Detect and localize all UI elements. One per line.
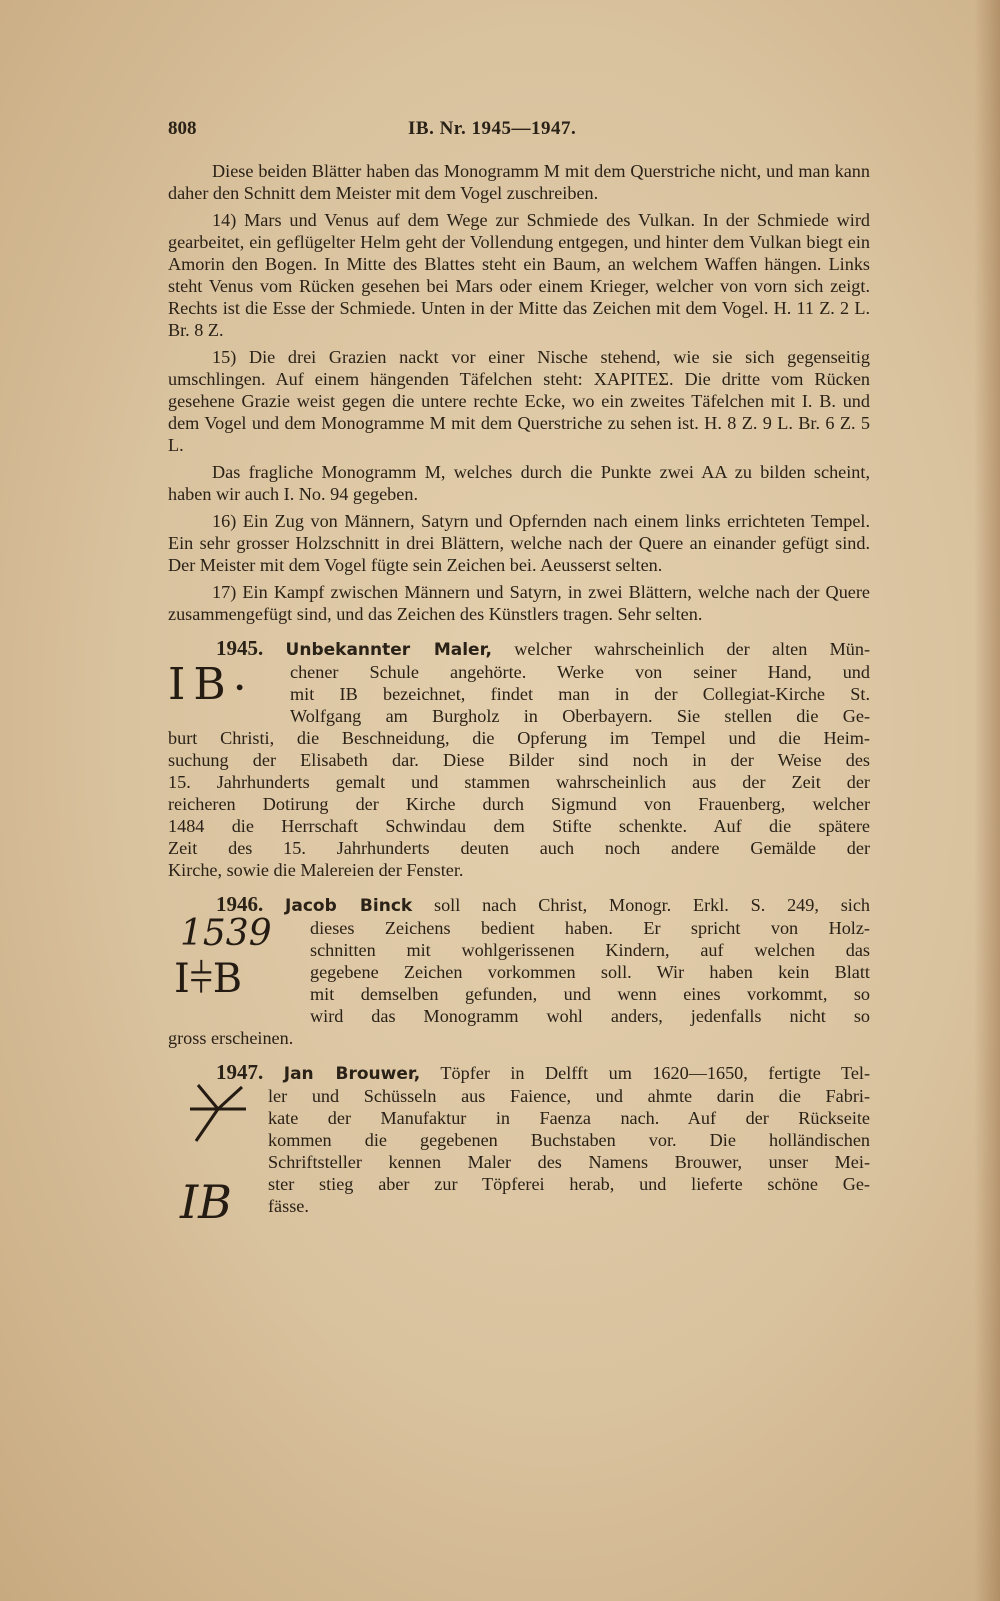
entry-line: wird das Monogramm wohl anders, jedenfalls nicht so — [310, 1006, 870, 1026]
entry-line: kate der Manufaktur in Faenza nach. Auf der Rückseite — [268, 1108, 870, 1128]
monogram-star-mark — [182, 1079, 252, 1155]
entry-line: mit IB bezeichnet, findet man in der Collegiat-Kirche St. — [290, 684, 870, 704]
paragraph: 17) Ein Kampf zwischen Männern und Satyrn, in zwei Blättern, welche nach der Quere zusammengefügt sind, und das Zeichen des Künstlers tragen. Sehr selten. — [168, 582, 870, 624]
entry-line: gegebene Zeichen vorkommen soll. Wir haben kein Blatt — [310, 962, 870, 982]
page-edge-shadow — [974, 0, 1000, 1601]
monogram-ib — [168, 659, 246, 710]
entry-line: gross erscheinen. — [168, 1028, 294, 1048]
paragraph: Das fragliche Monogramm M, welches durch die Punkte zwei AA zu bilden scheint, haben wir auch I. No. 94 gegeben. — [168, 462, 870, 504]
entry-line: Zeit des 15. Jahrhunderts deuten auch noch andere Gemälde der — [168, 838, 870, 858]
entry-line: mit demselben gefunden, und wenn eines vorkommt, so — [310, 984, 870, 1004]
entry-line — [168, 893, 870, 917]
entry-name: Jacob Binck — [285, 896, 413, 916]
running-head: IB. Nr. 1945—1947. — [408, 118, 577, 139]
entry-line: 1484 die Herrschaft Schwindau dem Stifte schenkte. Auf die spätere — [168, 816, 870, 836]
entry-line: dieses Zeichens bedient haben. Er spricht von Holz- — [310, 918, 870, 938]
entry-line: chener Schule angehörte. Werke von seiner Hand, und — [290, 662, 870, 682]
entry-number: 1946. — [216, 892, 264, 916]
entry-line: Schriftsteller kennen Maler des Namens Brouwer, unser Mei- — [268, 1152, 870, 1172]
star-mark-icon — [182, 1079, 252, 1149]
entry-text — [168, 1061, 870, 1217]
entry-line: burt Christi, die Beschneidung, die Opferung im Tempel und die Heim- — [168, 728, 870, 748]
entry-line: kommen die gegebenen Buchstaben vor. Die holländischen — [268, 1130, 870, 1150]
entry-1947 — [168, 1060, 871, 1229]
entry-1946 — [168, 893, 870, 1049]
entry-line — [168, 1061, 870, 1085]
entry-text — [168, 637, 870, 881]
entry-line: Kirche, sowie die Malereien der Fenster. — [168, 860, 464, 880]
entry-line: ster stieg aber zur Töpferei herab, und lieferte schöne Ge- — [268, 1174, 870, 1194]
entry-line: suchung der Elisabeth dar. Diese Bilder sind noch in der Weise des — [168, 750, 870, 770]
entry-line: ler und Schüsseln aus Faience, und ahmte darin die Fabri- — [268, 1086, 870, 1106]
page-body — [168, 160, 871, 1229]
paragraph: Diese beiden Blätter haben das Monogramm M mit dem Querstriche nicht, und man kann daher den Schnitt dem Meister mit dem Vogel zuschreiben. — [168, 161, 870, 203]
entry-line-text: Töpfer in Delfft um 1620—1650, fertigte Tel- — [440, 1063, 871, 1083]
entry-name: Jan Brouwer, — [283, 1064, 421, 1084]
entry-line: reicheren Dotirung der Kirche durch Sigmund von Frauenberg, welcher — [168, 794, 870, 814]
entry-number: 1945. — [216, 636, 264, 660]
entry-line-text: soll nach Christ, Monogr. Erkl. S. 249, sich — [434, 895, 870, 915]
entry-line: Wolfgang am Burgholz in Oberbayern. Sie stellen die Ge- — [290, 706, 870, 726]
entry-name: Unbekannter Maler, — [285, 640, 492, 660]
paragraph: 14) Mars und Venus auf dem Wege zur Schmiede des Vulkan. In der Schmiede wird gearbeitet, ein geflügelter Helm geht der Vollendung entgegen, und hinter dem Vulkan biegt ein Amorin den Bogen. In Mitte des Blattes steht ein Baum, an welchem Waffen hängen. Links steht Venus vom Rücken gesehen bei Mars oder einem Krieger, welcher von vorn sich zeigt. Rechts ist die Esse der Schmiede. Unten in der Mitte das Zeichen mit dem Vogel. H. 11 Z. 2 L. Br. 8 Z. — [168, 210, 870, 340]
monogram-year: 1539 — [180, 913, 272, 954]
entry-text — [168, 893, 870, 1049]
monogram-ib-letters: IB — [168, 659, 234, 710]
monogram-binck: I⫩B — [174, 956, 243, 1002]
entry-line: schnitten mit wohlgerissenen Kindern, auf welchen das — [310, 940, 870, 960]
entry-line — [168, 637, 870, 661]
entry-number: 1947. — [216, 1060, 264, 1084]
entry-line: 15. Jahrhunderts gemalt und stammen wahrscheinlich aus der Zeit der — [168, 772, 870, 792]
entry-line: fässe. — [268, 1196, 309, 1216]
monogram-ib-italic: IB — [180, 1175, 232, 1229]
paragraph: 15) Die drei Grazien nackt vor einer Nische stehend, wie sie sich gegenseitig umschlingen. Auf einem hängenden Täfelchen steht: ΧΑΡΙΤΕΣ. Die dritte vom Rücken gesehene Grazie weist gegen die untere rechte Ecke, wo ein zweites Täfelchen mit I. B. und dem Vogel und dem Monogramme M mit dem Querstriche zu sehen ist. H. 8 Z. 9 L. Br. 6 Z. 5 L. — [168, 347, 870, 455]
entry-line-text: welcher wahrscheinlich der alten Mün- — [514, 639, 871, 659]
page-header — [168, 118, 868, 148]
page-number: 808 — [168, 118, 197, 139]
monogram-dot: • — [233, 675, 246, 700]
paragraph: 16) Ein Zug von Männern, Satyrn und Opfernden nach einem links errichteten Tempel. Ein sehr grosser Holzschnitt in drei Blättern, welche nach der Quere an einander gefügt sind. Der Meister mit dem Vogel fügte sein Zeichen bei. Aeusserst selten. — [168, 511, 870, 575]
entry-1945 — [168, 637, 870, 881]
